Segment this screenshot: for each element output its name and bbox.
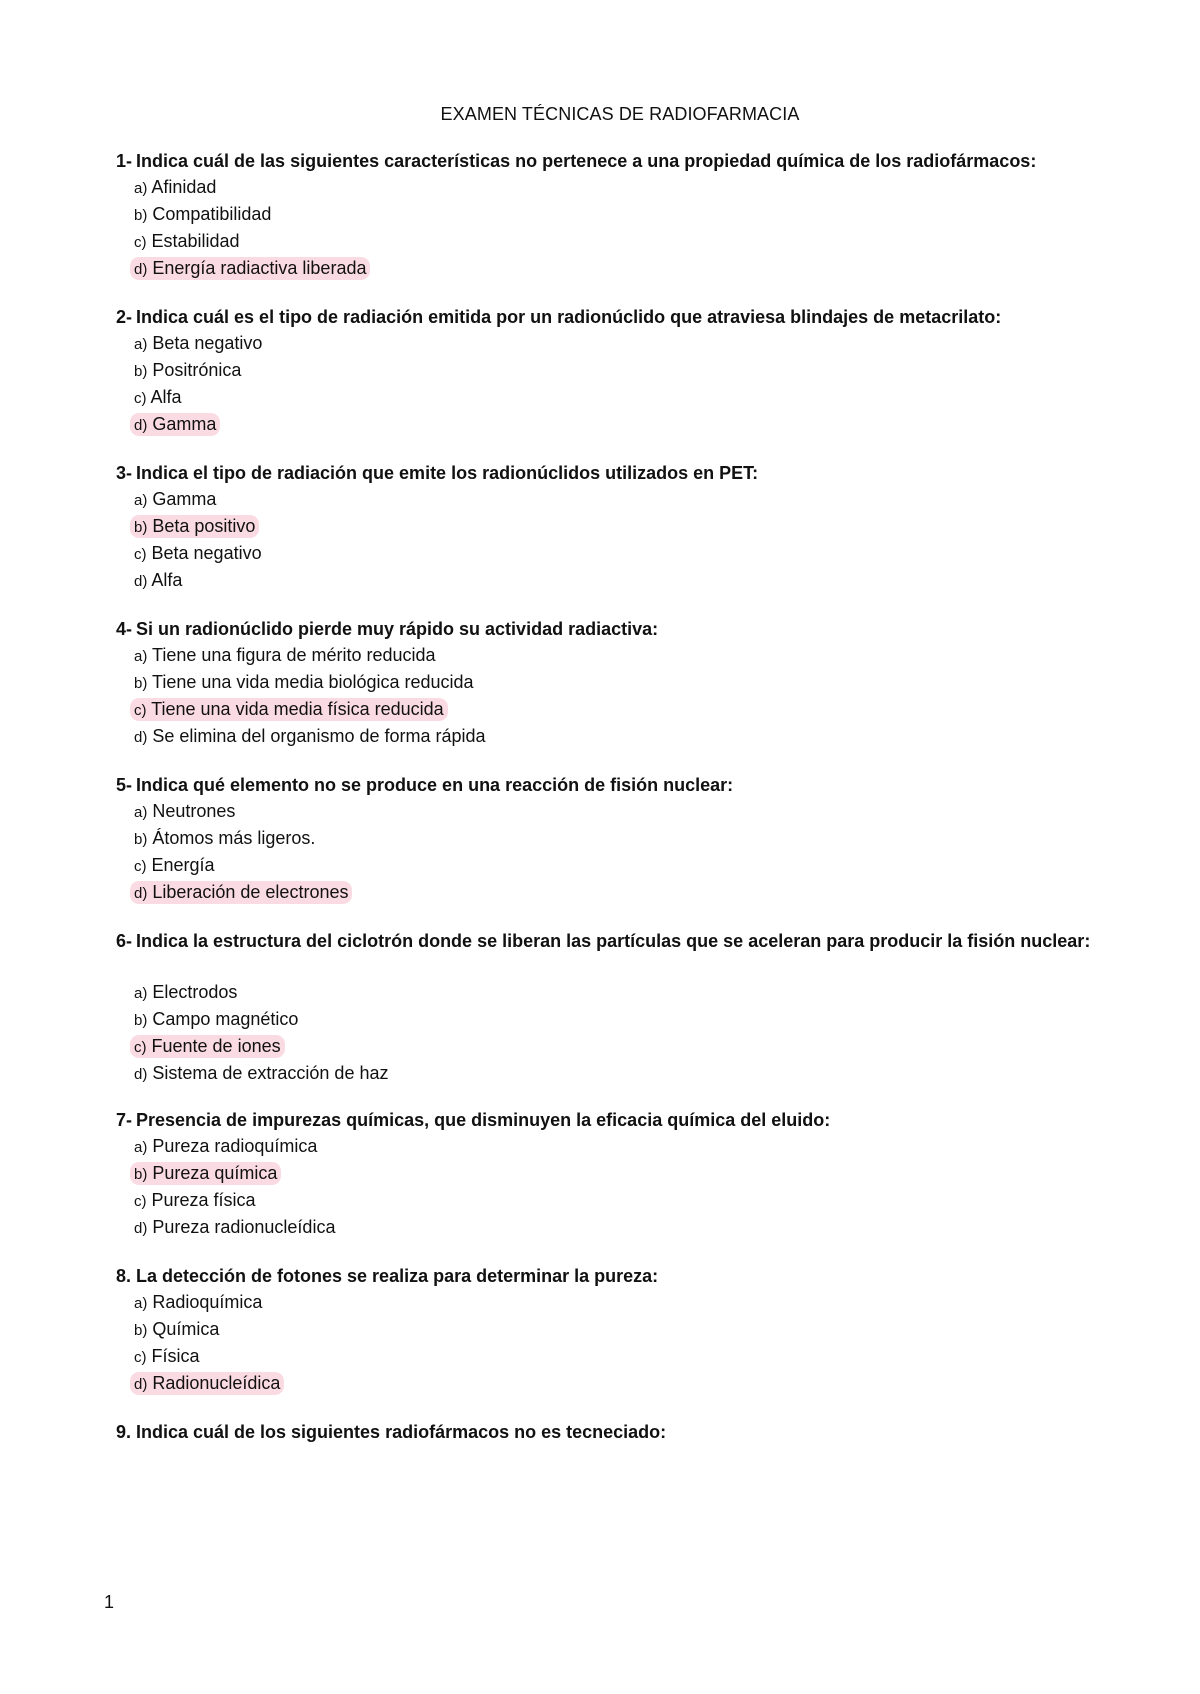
answer-content <box>134 1009 298 1029</box>
answer-content <box>134 1217 335 1237</box>
question-text: Indica cuál es el tipo de radiación emitida por un radionúclido que atraviesa blindajes de metacrilato: <box>136 307 1002 327</box>
answer-option <box>134 201 271 229</box>
option-text: Electrodos <box>147 982 238 1002</box>
question-text: Indica qué elemento no se produce en una reacción de fisión nuclear: <box>136 775 734 795</box>
question-4 <box>116 616 1096 643</box>
option-letter: c) <box>134 1039 147 1056</box>
option-text: Química <box>147 1319 220 1339</box>
option-text: Alfa <box>146 387 182 407</box>
answer-option <box>134 798 235 826</box>
option-letter: b) <box>134 675 148 692</box>
question-text: Presencia de impurezas químicas, que disminuyen la eficacia química del eluido: <box>136 1110 831 1130</box>
option-text: Física <box>146 1346 200 1366</box>
question-1 <box>116 148 1096 175</box>
answer-content <box>134 672 474 692</box>
option-letter: c) <box>134 858 147 875</box>
option-letter: c) <box>134 1349 147 1366</box>
question-6 <box>116 928 1096 955</box>
question-number: 6- <box>116 931 133 951</box>
answer-option <box>134 723 486 751</box>
question-2 <box>116 304 1096 331</box>
answer-option <box>134 1187 256 1215</box>
answer-highlight <box>130 515 259 538</box>
answer-option-correct <box>134 411 220 439</box>
question-text: Indica cuál de los siguientes radiofármacos no es tecneciado: <box>136 1422 667 1442</box>
question-number: 7- <box>116 1110 133 1130</box>
question-number: 4- <box>116 619 133 639</box>
answer-option <box>134 540 262 568</box>
answer-option-correct <box>134 255 370 283</box>
option-letter: b) <box>134 519 148 536</box>
option-text: Gamma <box>147 489 217 509</box>
option-letter: d) <box>134 885 148 902</box>
option-letter: d) <box>134 417 148 434</box>
option-letter: b) <box>134 1322 148 1339</box>
option-text: Alfa <box>147 570 183 590</box>
question-9 <box>116 1419 1096 1446</box>
option-letter: a) <box>134 180 148 197</box>
option-text: Positrónica <box>147 360 242 380</box>
answer-option <box>134 1006 298 1034</box>
exam-title: EXAMEN TÉCNICAS DE RADIOFARMACIA <box>440 104 800 124</box>
answer-content <box>134 1190 256 1210</box>
answer-option-correct <box>134 1370 284 1398</box>
option-letter: c) <box>134 1193 147 1210</box>
option-letter: c) <box>134 234 147 251</box>
answer-content <box>134 387 182 407</box>
page-number: 1 <box>104 1592 115 1612</box>
answer-option-correct <box>134 1160 281 1188</box>
option-text: Compatibilidad <box>147 204 272 224</box>
answer-content <box>134 570 182 590</box>
option-letter: b) <box>134 1012 148 1029</box>
option-text: Beta positivo <box>147 516 256 536</box>
answer-content <box>134 333 262 353</box>
answer-content <box>134 489 216 509</box>
option-letter: b) <box>134 1166 148 1183</box>
answer-content <box>134 231 240 251</box>
answer-content <box>134 1292 262 1312</box>
answer-highlight <box>130 413 220 436</box>
option-text: Sistema de extracción de haz <box>147 1063 389 1083</box>
answer-content <box>134 645 436 665</box>
answer-option <box>134 1060 388 1088</box>
answer-option <box>134 1316 219 1344</box>
question-3 <box>116 460 1096 487</box>
question-number: 8. <box>116 1266 132 1286</box>
option-text: Gamma <box>147 414 217 434</box>
answer-option <box>134 1133 317 1161</box>
option-letter: d) <box>134 1220 148 1237</box>
answer-option <box>134 1289 262 1317</box>
option-text: Pureza física <box>146 1190 256 1210</box>
option-letter: a) <box>134 1139 148 1156</box>
option-text: Energía <box>146 855 215 875</box>
answer-highlight <box>130 881 352 904</box>
answer-option <box>134 669 474 697</box>
answer-option <box>134 567 182 595</box>
answer-content <box>134 982 237 1002</box>
answer-content <box>134 177 216 197</box>
option-text: Átomos más ligeros. <box>147 828 316 848</box>
option-letter: b) <box>134 207 148 224</box>
option-text: Energía radiactiva liberada <box>147 258 367 278</box>
question-number: 5- <box>116 775 133 795</box>
answer-option <box>134 357 241 385</box>
answer-content <box>134 543 262 563</box>
option-letter: a) <box>134 648 148 665</box>
question-text: Indica cuál de las siguientes características no pertenece a una propiedad química de los radiofármacos: <box>136 151 1037 171</box>
option-letter: b) <box>134 831 148 848</box>
option-text: Beta negativo <box>146 543 262 563</box>
answer-content <box>134 828 315 848</box>
answer-content <box>134 1063 388 1083</box>
answer-option <box>134 979 237 1007</box>
question-7 <box>116 1107 1096 1134</box>
answer-highlight <box>130 1372 284 1395</box>
answer-content <box>134 1346 200 1366</box>
question-number: 1- <box>116 151 133 171</box>
option-text: Radioquímica <box>147 1292 263 1312</box>
option-text: Tiene una figura de mérito reducida <box>147 645 436 665</box>
option-letter: c) <box>134 546 147 563</box>
option-letter: d) <box>134 1376 148 1393</box>
answer-option <box>134 228 240 256</box>
option-text: Pureza química <box>147 1163 278 1183</box>
option-text: Pureza radionucleídica <box>147 1217 336 1237</box>
answer-content <box>134 726 486 746</box>
answer-option <box>134 852 215 880</box>
option-letter: c) <box>134 390 147 407</box>
option-letter: c) <box>134 702 147 719</box>
answer-content <box>134 204 271 224</box>
answer-highlight <box>130 1035 285 1058</box>
answer-highlight <box>130 1162 281 1185</box>
answer-option <box>134 486 216 514</box>
option-text: Se elimina del organismo de forma rápida <box>147 726 486 746</box>
option-text: Radionucleídica <box>147 1373 281 1393</box>
option-text: Beta negativo <box>147 333 263 353</box>
option-letter: a) <box>134 492 148 509</box>
answer-content <box>134 801 235 821</box>
option-text: Fuente de iones <box>146 1036 281 1056</box>
option-letter: a) <box>134 1295 148 1312</box>
answer-content <box>134 1136 317 1156</box>
question-text: Si un radionúclido pierde muy rápido su actividad radiactiva: <box>136 619 659 639</box>
option-letter: d) <box>134 573 148 590</box>
option-letter: d) <box>134 261 148 278</box>
answer-option <box>134 174 216 202</box>
question-text: La detección de fotones se realiza para determinar la pureza: <box>136 1266 659 1286</box>
answer-content <box>134 360 241 380</box>
option-text: Tiene una vida media biológica reducida <box>147 672 474 692</box>
answer-option <box>134 1343 200 1371</box>
option-letter: a) <box>134 804 148 821</box>
option-letter: d) <box>134 1066 148 1083</box>
answer-option <box>134 384 182 412</box>
question-text: Indica el tipo de radiación que emite los radionúclidos utilizados en PET: <box>136 463 759 483</box>
option-letter: a) <box>134 985 148 1002</box>
answer-highlight <box>130 257 370 280</box>
option-text: Neutrones <box>147 801 236 821</box>
answer-content <box>134 1319 219 1339</box>
answer-option-correct <box>134 879 352 907</box>
question-5 <box>116 772 1096 799</box>
option-letter: b) <box>134 363 148 380</box>
question-number: 3- <box>116 463 133 483</box>
answer-option <box>134 825 315 853</box>
answer-option-correct <box>134 513 259 541</box>
answer-option-correct <box>134 696 448 724</box>
option-text: Estabilidad <box>146 231 240 251</box>
option-text: Tiene una vida media física reducida <box>146 699 444 719</box>
option-letter: a) <box>134 336 148 353</box>
answer-highlight <box>130 698 448 721</box>
option-text: Afinidad <box>147 177 217 197</box>
answer-option-correct <box>134 1033 285 1061</box>
option-text: Liberación de electrones <box>147 882 349 902</box>
option-text: Pureza radioquímica <box>147 1136 318 1156</box>
answer-content <box>134 855 215 875</box>
question-text: Indica la estructura del ciclotrón donde se liberan las partículas que se aceleran para producir la fisión nuclear: <box>136 931 1091 951</box>
answer-option <box>134 1214 335 1242</box>
option-letter: d) <box>134 729 148 746</box>
question-number: 2- <box>116 307 133 327</box>
answer-option <box>134 642 436 670</box>
answer-option <box>134 330 262 358</box>
question-8 <box>116 1263 1096 1290</box>
question-number: 9. <box>116 1422 132 1442</box>
option-text: Campo magnético <box>147 1009 299 1029</box>
